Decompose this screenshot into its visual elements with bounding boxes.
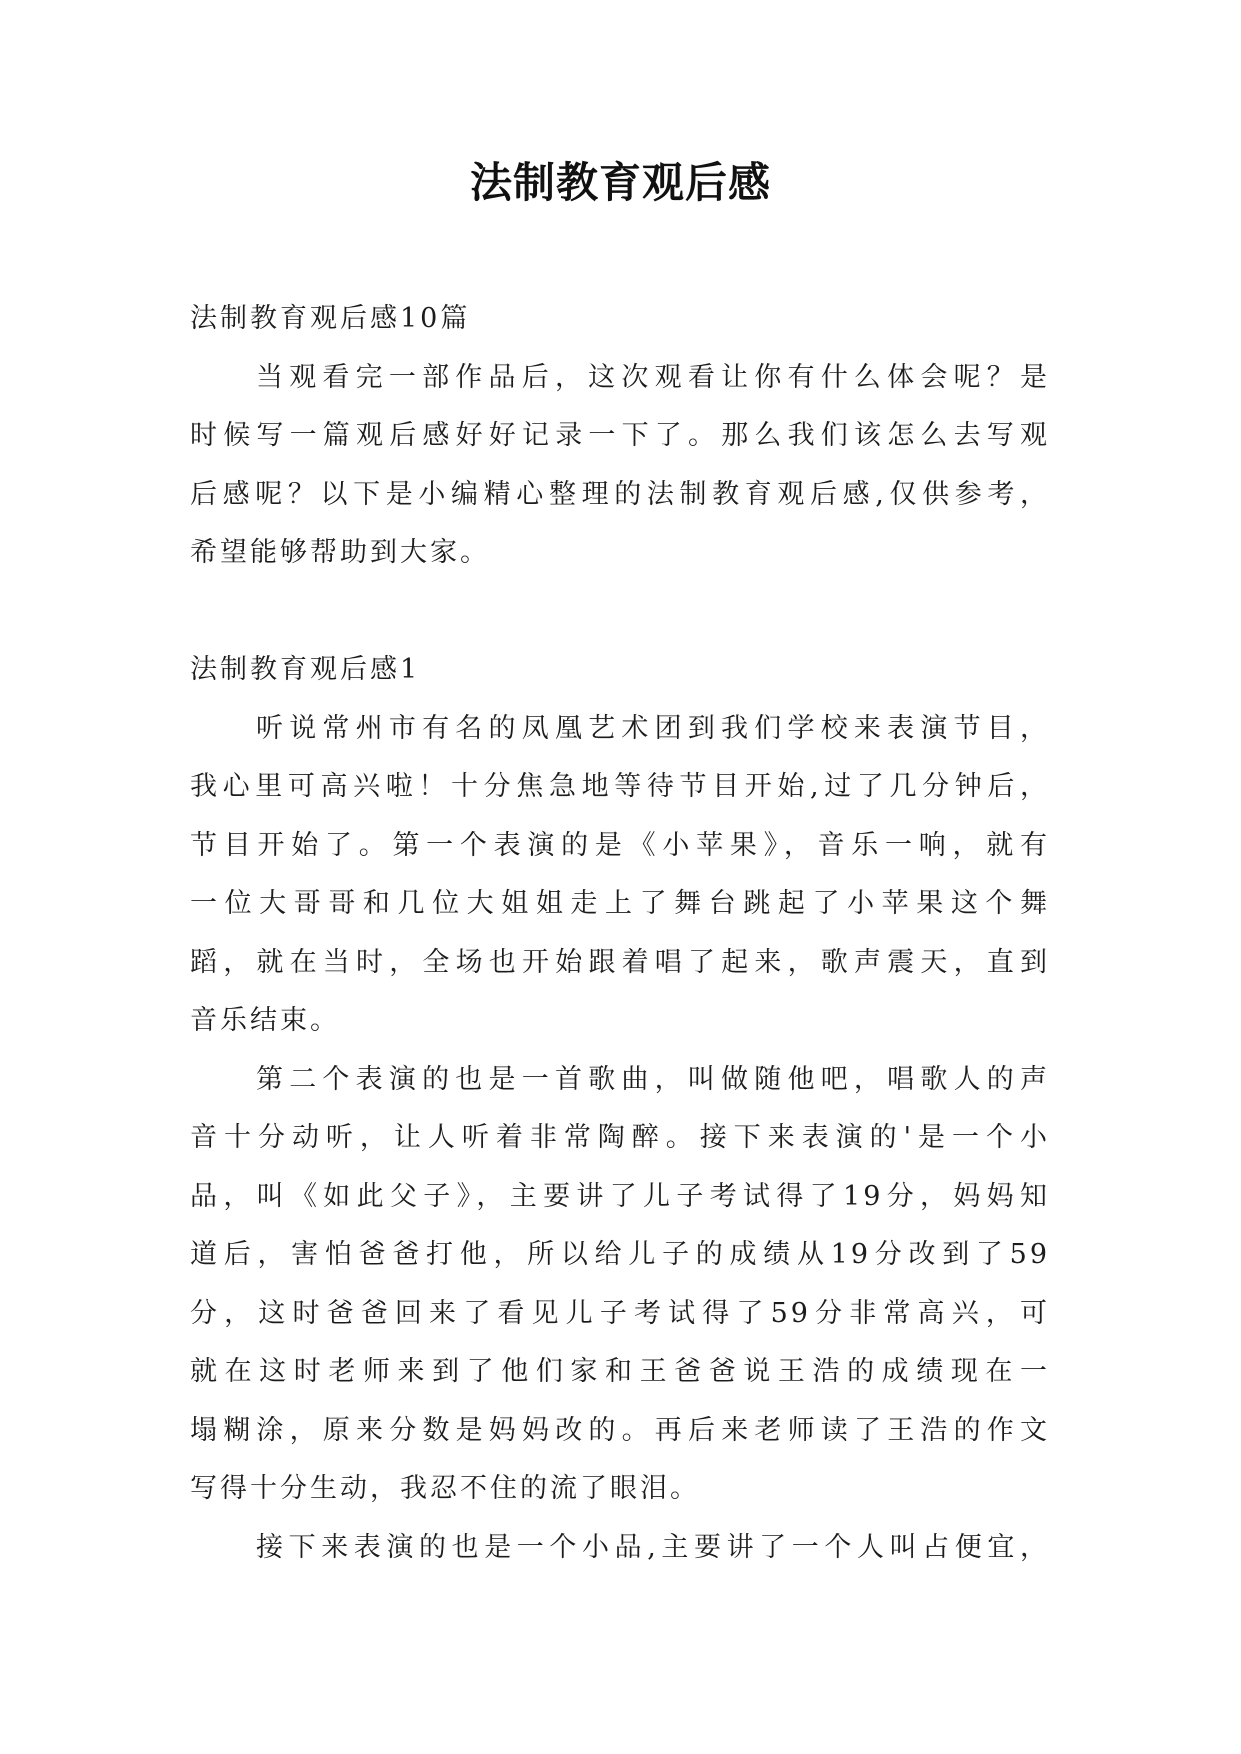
paragraph-line: 第二个表演的也是一首歌曲，叫做随他吧，唱歌人的声 bbox=[256, 1063, 1050, 1095]
paragraph-line: 听说常州市有名的凤凰艺术团到我们学校来表演节目， bbox=[256, 712, 1050, 744]
document-body bbox=[190, 290, 1050, 1577]
section1-paragraph-1 bbox=[190, 700, 1050, 1051]
section1-paragraph-3 bbox=[190, 1519, 1050, 1578]
intro-paragraph bbox=[190, 349, 1050, 583]
document-subtitle: 法制教育观后感10篇 bbox=[190, 303, 471, 334]
paragraph-line: 就在这时老师来到了他们家和王爸爸说王浩的成绩现在一 bbox=[190, 1356, 1050, 1387]
paragraph-line: 品，叫《如此父子》，主要讲了儿子考试得了19分，妈妈知 bbox=[190, 1180, 1050, 1212]
paragraph-line: 写得十分生动，我忍不住的流了眼泪。 bbox=[190, 1473, 700, 1504]
section-heading: 法制教育观后感1 bbox=[190, 654, 421, 685]
paragraph-line: 我心里可高兴啦！十分焦急地等待节目开始,过了几分钟后， bbox=[190, 771, 1050, 802]
paragraph-line: 道后，害怕爸爸打他，所以给儿子的成绩从19分改到了59 bbox=[190, 1239, 1050, 1270]
paragraph-line: 节目开始了。第一个表演的是《小苹果》，音乐一响，就有 bbox=[190, 829, 1050, 861]
document-title: 法制教育观后感 bbox=[469, 158, 771, 207]
paragraph-line: 音十分动听，让人听着非常陶醉。接下来表演的'是一个小 bbox=[190, 1122, 1050, 1153]
paragraph-line: 时候写一篇观后感好好记录一下了。那么我们该怎么去写观 bbox=[190, 420, 1050, 451]
paragraph-line: 接下来表演的也是一个小品,主要讲了一个人叫占便宜， bbox=[256, 1531, 1050, 1563]
section1-paragraph-2 bbox=[190, 1051, 1050, 1519]
paragraph-line: 一位大哥哥和几位大姐姐走上了舞台跳起了小苹果这个舞 bbox=[190, 888, 1050, 919]
paragraph-line: 后感呢？以下是小编精心整理的法制教育观后感,仅供参考， bbox=[190, 478, 1050, 510]
paragraph-line: 分，这时爸爸回来了看见儿子考试得了59分非常高兴，可 bbox=[190, 1297, 1050, 1329]
paragraph-line: 当观看完一部作品后，这次观看让你有什么体会呢？是 bbox=[256, 361, 1050, 393]
paragraph-line: 音乐结束。 bbox=[190, 1005, 340, 1036]
paragraph-line: 蹈，就在当时，全场也开始跟着唱了起来，歌声震天，直到 bbox=[190, 946, 1050, 978]
blank-line bbox=[190, 583, 1050, 642]
paragraph-line: 塌糊涂，原来分数是妈妈改的。再后来老师读了王浩的作文 bbox=[190, 1414, 1050, 1446]
paragraph-line: 希望能够帮助到大家。 bbox=[190, 537, 490, 568]
